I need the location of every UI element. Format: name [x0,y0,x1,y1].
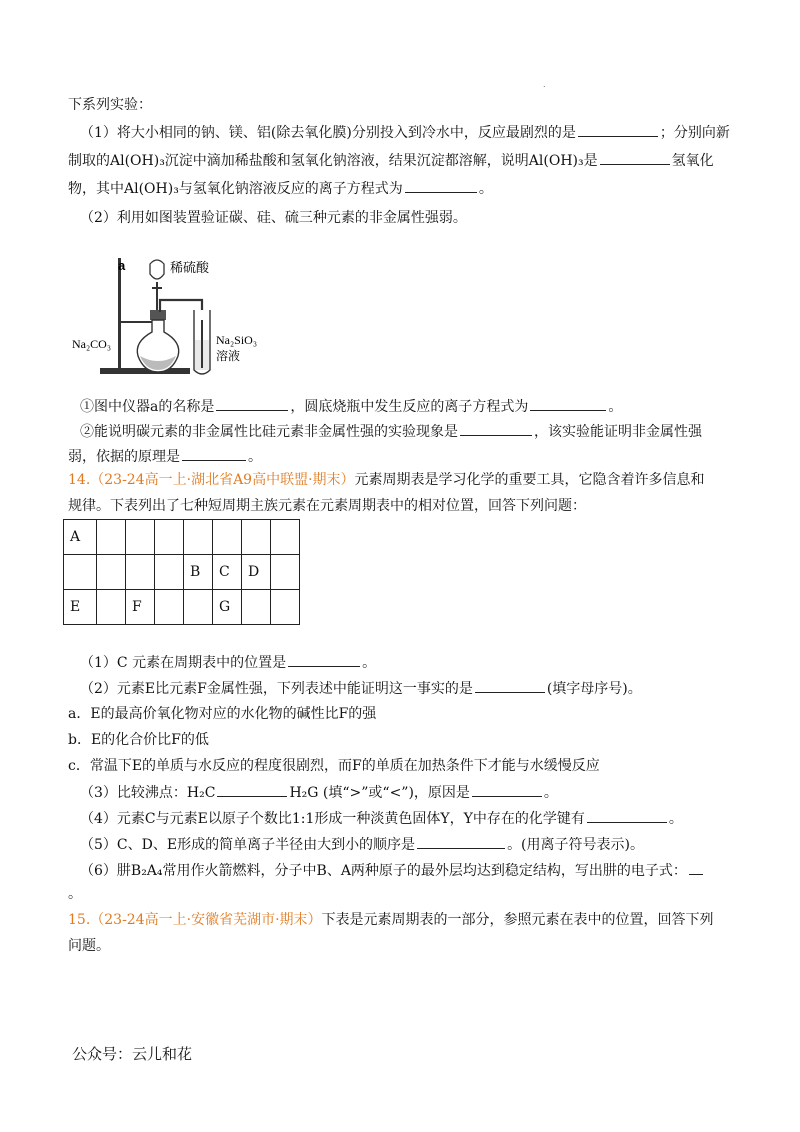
stopper [150,310,166,320]
q13-part1-line3: 物，其中Al(OH)₃与氢氧化钠溶液反应的离子方程式为 。 [68,178,493,199]
cell [242,520,271,555]
cell [97,520,126,555]
cell [213,520,242,555]
cell [126,555,155,590]
cell [184,520,213,555]
cell [271,555,300,590]
answer-blank[interactable] [417,834,505,849]
footer-account: 公众号：云儿和花 [72,1045,193,1063]
cell-D: D [242,555,271,590]
q13-intro: 下系列实验： [68,97,152,113]
cell [64,555,97,590]
cell-C: C [213,555,242,590]
label-na2co3: Na₂CO₃ [72,337,112,351]
q14-stem-line1: 14.（23-24高一上·湖北省A9高中联盟·期末）元素周期表是学习化学的重要工具，它隐含着许多信息和 [68,472,705,488]
experiment-apparatus-figure [70,250,270,380]
separatory-funnel [150,260,164,279]
cell [271,590,300,625]
cell [184,590,213,625]
q14-q6-end: 。 [68,886,82,902]
q14-q3: （3）比较沸点：H₂C H₂G (填“>”或“<”)，原因是 。 [80,782,558,803]
cell-G: G [213,590,242,625]
q14-source: （23-24高一上·湖北省A9高中联盟·期末） [90,472,355,488]
answer-blank[interactable] [578,122,658,137]
q14-q4: （4）元素C与元素E以原子个数比1:1形成一种淡黄色固体Y，Y中存在的化学键有 。 [80,808,683,829]
q14-q5: （5）C、D、E形成的简单离子半径由大到小的顺序是 。(用离子符号表示)。 [80,834,644,855]
answer-blank[interactable] [182,446,246,461]
stand-base [100,368,190,374]
q14-q2: （2）元素E比元素F金属性强，下列表述中能证明这一事实的是 (填字母序号)。 [80,678,642,699]
cell [126,520,155,555]
answer-blank[interactable] [472,782,542,797]
answer-blank[interactable] [405,178,477,193]
answer-blank[interactable] [288,652,360,667]
cell [155,520,184,555]
q15-source: （23-24高一上·安徽省芜湖市·期末） [90,912,322,928]
cell-B: B [184,555,213,590]
q14-stem-line2: 规律。下表列出了七种短周期主族元素在元素周期表中的相对位置，回答下列问题： [68,498,586,514]
answer-blank[interactable] [689,860,703,875]
label-na2sio3: Na₂SiO₃ [216,333,258,347]
q14-option-a: a．E的最高价氧化物对应的水化物的碱性比F的强 [68,706,377,722]
q13-sub2-line2: 弱，依据的原理是 。 [68,446,262,467]
answer-blank[interactable] [217,782,287,797]
answer-blank[interactable] [587,808,667,823]
stand-rod [118,258,121,370]
label-acid: 稀硫酸 [170,261,210,276]
q14-option-b: b．E的化合价比F的低 [68,732,209,748]
answer-blank[interactable] [460,421,532,436]
cell [271,520,300,555]
cell-E: E [64,590,97,625]
label-solution: 溶液 [216,349,241,363]
q13-part2: （2）利用如图装置验证碳、硅、硫三种元素的非金属性强弱。 [80,210,467,226]
q13-part1-line1: （1）将大小相同的钠、镁、铝(除去氧化膜)分别投入到冷水中，反应最剧烈的是 ；分别向新 [80,122,730,143]
q13-sub1: ①图中仪器a的名称是 ，圆底烧瓶中发生反应的离子方程式为 。 [80,396,622,417]
q14-option-c: c．常温下E的单质与水反应的程度很剧烈，而F的单质在加热条件下才能与水缓慢反应 [68,758,600,774]
q14-q6: （6）肼B₂A₄常用作火箭燃料，分子中B、A两种原子的最外层均达到稳定结构，写出肼的电子式： [80,860,705,881]
cell-F: F [126,590,155,625]
q15-stem-line2: 问题。 [68,938,110,954]
answer-blank[interactable] [530,396,606,411]
cell [242,590,271,625]
label-a: a [118,258,126,273]
answer-blank[interactable] [216,396,288,411]
cell [155,555,184,590]
cell [155,590,184,625]
stray-dot: . [543,80,546,89]
periodic-table-fragment [63,519,300,625]
q13-part1-line2: 制取的Al(OH)₃沉淀中滴加稀盐酸和氢氧化钠溶液，结果沉淀都溶解，说明Al(OH)₃是 氢氧化 [68,150,714,171]
cell [97,590,126,625]
answer-blank[interactable] [475,678,545,693]
q14-q1: （1）C 元素在周期表中的位置是 。 [80,652,376,673]
cell-A: A [64,520,97,555]
answer-blank[interactable] [600,150,670,165]
cell [97,555,126,590]
q13-sub2-line1: ②能说明碳元素的非金属性比硅元素非金属性强的实验现象是 ，该实验能证明非金属性强 [80,421,702,442]
q15-stem-line1: 15.（23-24高一上·安徽省芜湖市·期末）下表是元素周期表的一部分，参照元素在表中的位置，回答下列 [68,912,714,928]
